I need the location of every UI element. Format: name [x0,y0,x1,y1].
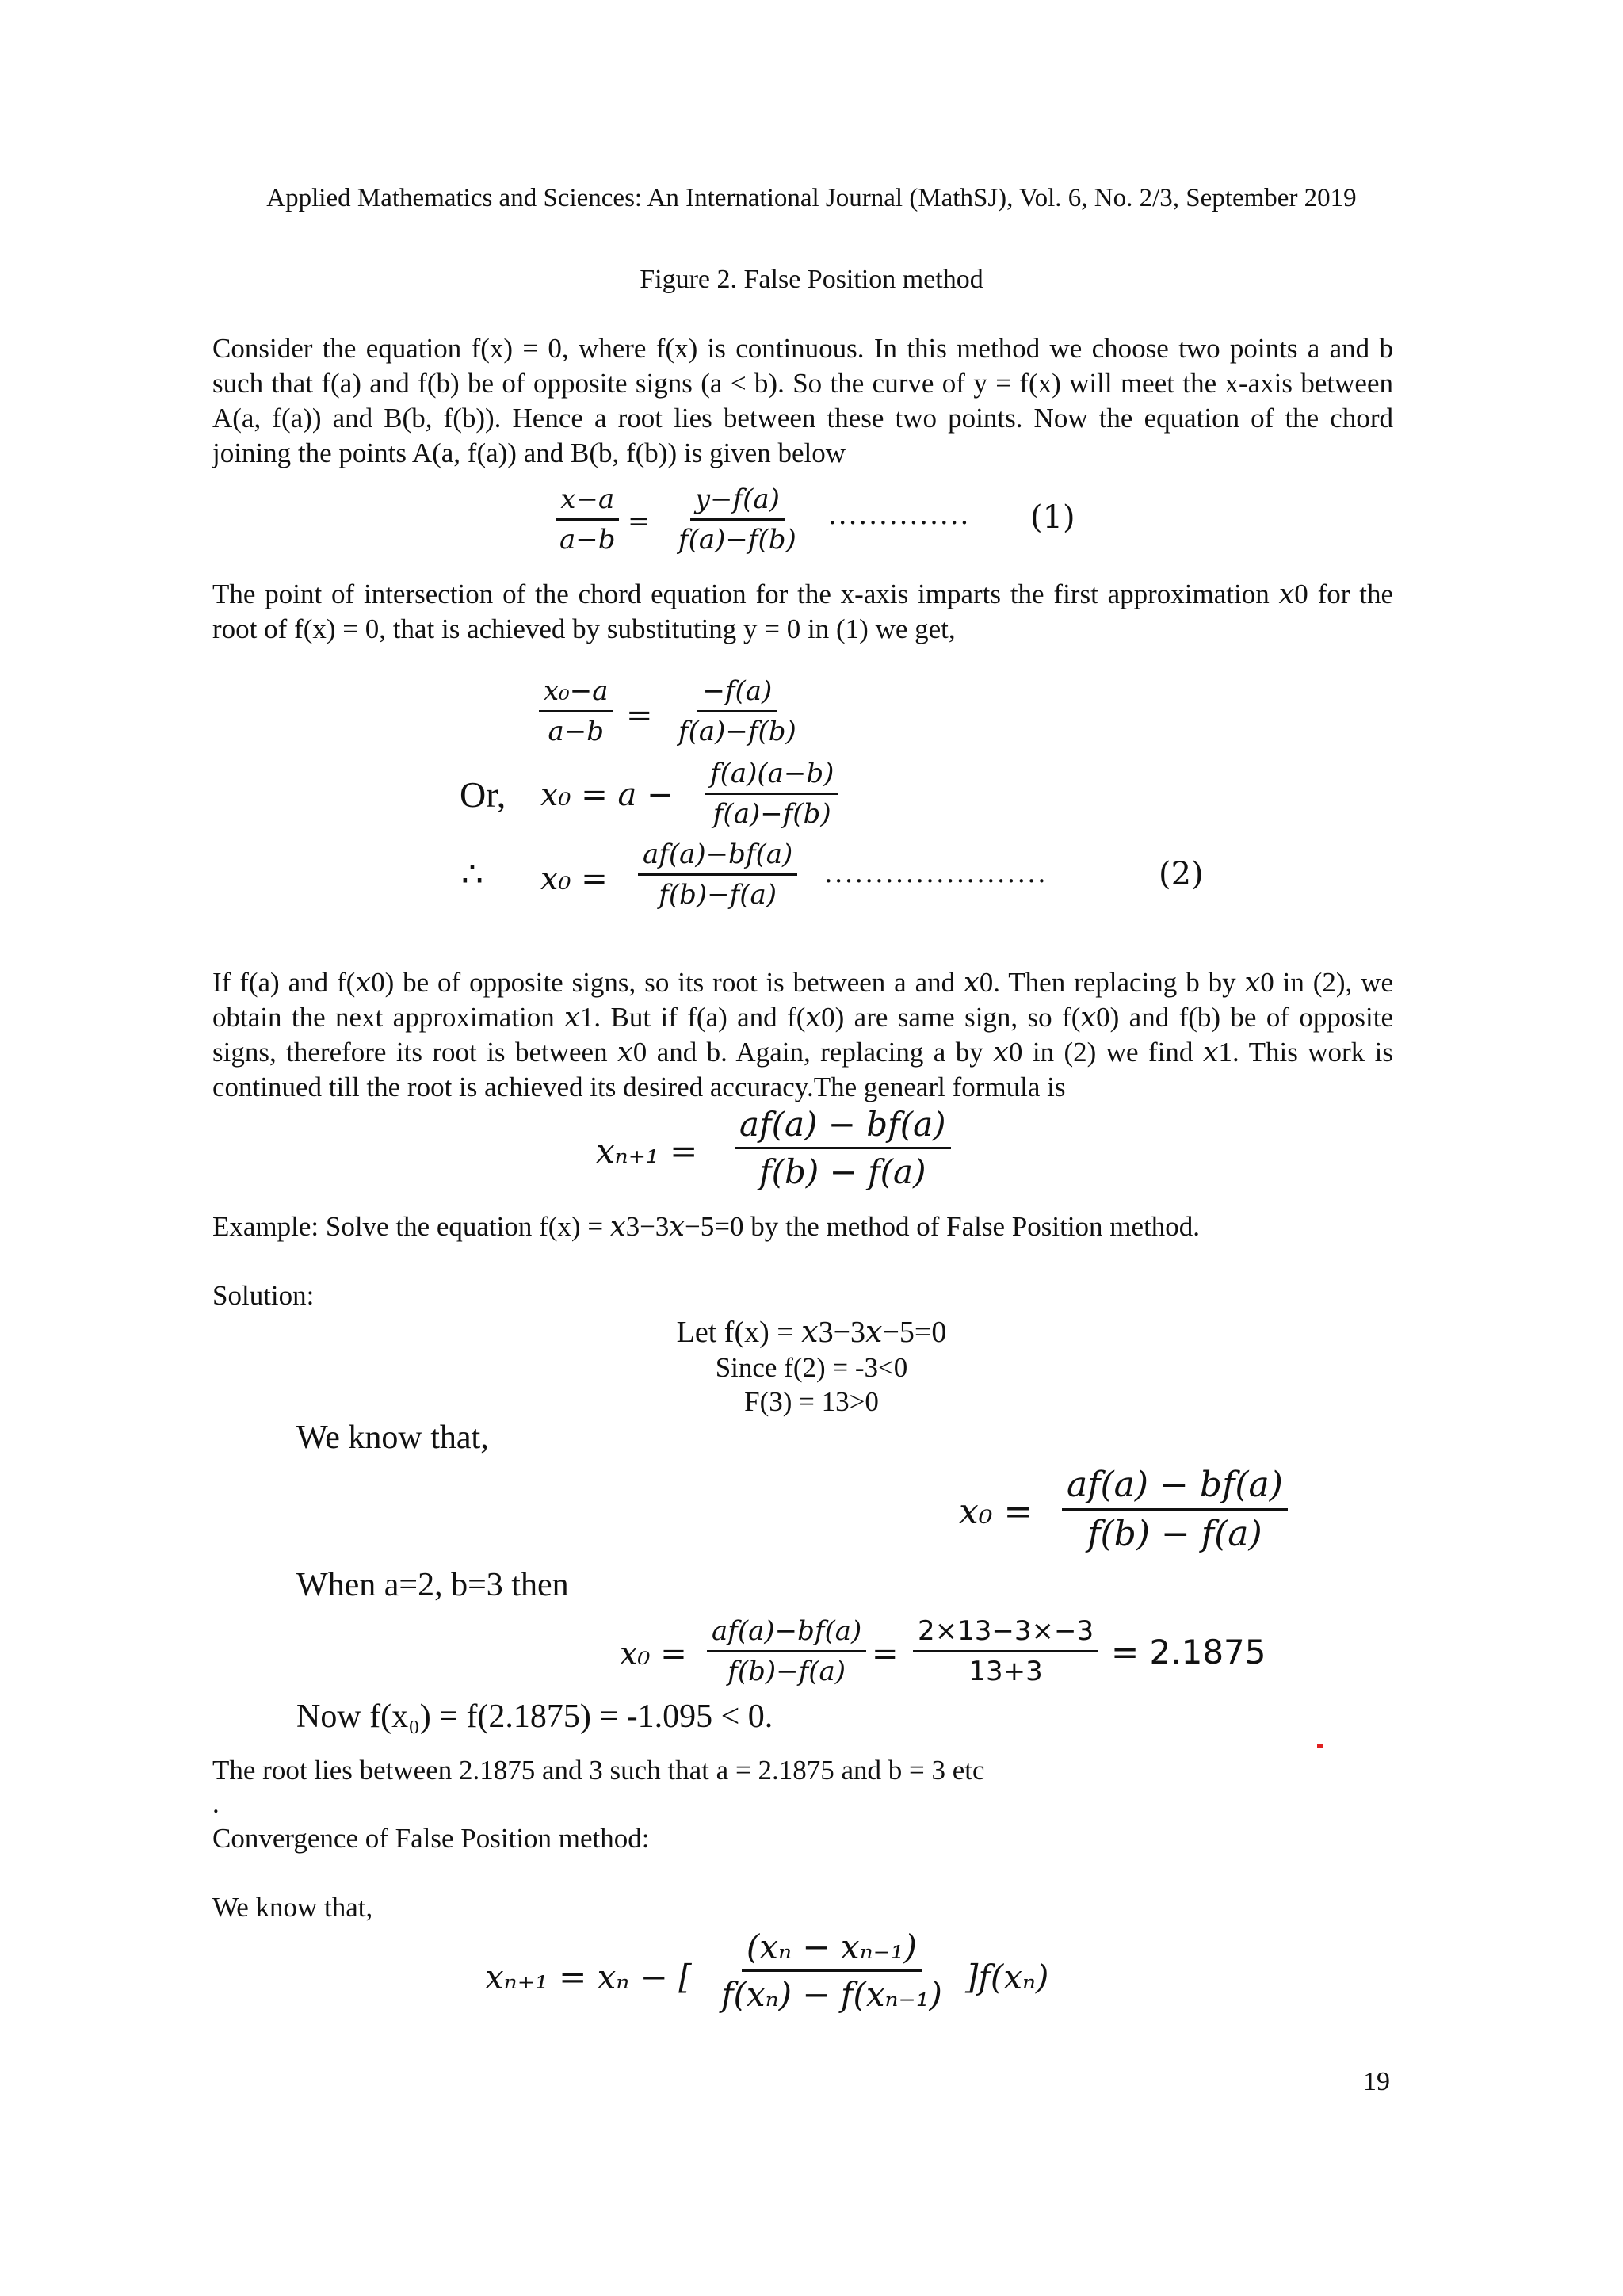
x0-formula-fraction [1062,1465,1288,1554]
solution-label: Solution: [212,1280,315,1311]
figure-caption: Figure 2. False Position method [640,265,983,294]
x0-calc-num1: af(a)−bf(a) [707,1615,866,1652]
we-know-line: We know that, [212,1892,373,1923]
since-f2: Since f(2) = -3<0 [715,1352,908,1383]
worked-example-screenshot [293,1419,1355,1744]
eq1-lhs-num: x−a [556,483,619,521]
x0-calc-num2: 2×13−3×−3 [913,1615,1098,1652]
eq2-row2-fraction [705,758,838,830]
x0-formula-num: af(a) − bf(a) [1062,1465,1288,1511]
x0-formula-den: f(b) − f(a) [1087,1514,1262,1554]
equation-1 [555,483,1109,571]
paragraph-approximation: The point of intersection of the chord equation for the x-axis imparts the first approximation 𝑥0 for the root of f(x) = 0, that is achieved by substituting y = 0 in (1) we get, [212,579,1393,644]
eq1-lhs-fraction [555,483,621,556]
convergence-formula-lhs: xₙ₊₁ = xₙ − [ [485,1958,692,1996]
eq1-label: (1) [1030,499,1075,536]
we-know-text: We know that, [296,1419,489,1456]
root-interval-line: The root lies between 2.1875 and 3 such that a = 2.1875 and b = 3 etc [212,1755,985,1786]
x0-calc-equals: = [872,1636,899,1672]
eq2-row1-rhs-den: f(a)−f(b) [678,716,796,747]
example-statement: Example: Solve the equation f(x) = 𝑥3−3𝑥−5=0 by the method of False Position method. [212,1211,1201,1242]
eq2-row3-fraction [638,839,797,911]
convergence-heading: Convergence of False Position method: [212,1823,650,1854]
convergence-formula-den: f(xₙ) − f(xₙ₋₁) [721,1975,942,2014]
eq2-row1-lhs-num: x₀−a [539,675,613,712]
eq1-rhs-num: y−f(a) [690,483,785,521]
let-equation: Let f(x) = 𝑥3−3𝑥−5=0 [676,1316,947,1349]
eq2-row3-lhs: x₀ = [540,861,608,897]
paragraph-iteration: If f(a) and f(𝑥0) be of opposite signs, so its root is between a and 𝑥0. Then replacing b by 𝑥0 in (2), we obtain the next approximation 𝑥1. But if f(a) and f(𝑥0) are same sign, so f(𝑥0) and f(b) be of opposite signs, therefore its root is between 𝑥0 and b. Again, replacing a by 𝑥0 in (2) we find 𝑥1. This work is continued till the root is achieved its desired accuracy.The genearl formula is [212,967,1393,1102]
when-a-b-text: When a=2, b=3 then [296,1567,569,1603]
therefore-symbol: ∴ [461,854,483,895]
journal-header: Applied Mathematics and Sciences: An International Journal (MathSJ), Vol. 6, No. 2/3, September 2019 [266,184,1357,212]
page-number: 19 [1363,2067,1390,2096]
x0-calc-den1: f(b)−f(a) [727,1656,846,1687]
convergence-formula-rhs: ]f(xₙ) [965,1958,1049,1996]
eq2-row1-rhs-num: −f(a) [697,675,777,712]
general-formula-lhs: xₙ₊₁ = [596,1132,698,1171]
x0-calc-den2: 13+3 [968,1656,1043,1687]
eq2-row1-lhs [539,675,613,747]
eq2-row3-den: f(b)−f(a) [659,879,777,911]
x0-calc-fraction-2 [913,1615,1098,1687]
x0-calc-result: = 2.1875 [1111,1633,1266,1671]
eq2-row1-lhs-den: a−b [548,716,605,747]
eq2-dots: ...................... [824,858,1048,889]
eq2-or-label: Or, [460,774,506,815]
f3-value: F(3) = 13>0 [744,1386,879,1417]
general-formula-fraction [735,1105,951,1191]
eq1-lhs-den: a−b [559,524,616,556]
x0-calc-fraction-1 [707,1615,866,1687]
eq1-rhs-fraction [674,483,801,556]
eq2-label: (2) [1159,856,1204,892]
general-formula-num: af(a) − bf(a) [735,1105,951,1149]
now-f-x0-text: Now f(x₀) = f(2.1875) = -1.095 < 0. [296,1698,773,1735]
x0-formula [959,1465,1292,1552]
x0-formula-lhs: x₀ = [959,1492,1033,1532]
convergence-formula-fraction [716,1927,947,2014]
eq2-row1-rhs [674,675,801,747]
convergence-formula-num: (xₙ − xₙ₋₁) [742,1927,922,1972]
convergence-formula [485,1927,1167,2030]
general-formula-den: f(b) − f(a) [759,1152,926,1191]
x0-calc-lhs: x₀ = [620,1636,687,1672]
eq1-dots: .............. [828,499,971,531]
stray-dot: . [212,1788,220,1819]
eq1-rhs-den: f(a)−f(b) [678,524,796,556]
x0-calculation [620,1615,1349,1702]
eq2-row3-num: af(a)−bf(a) [638,839,797,876]
paragraph-intro: Consider the equation f(x) = 0, where f(x) is continuous. In this method we choose two points a and b such that f(a) and f(b) be of opposite signs (a < b). So the curve of y = f(x) will meet the x-axis between A(a, f(a)) and B(b, f(b)). Hence a root lies between these two points. Now the equation of the chord joining the points A(a, f(a)) and B(b, f(b)) is given below [212,333,1393,468]
eq1-equals: = [628,506,651,537]
general-formula [596,1105,1040,1200]
eq2-row2-lhs: x₀ = a − [540,777,674,813]
equation-2 [452,675,1228,929]
eq2-row1-equals: = [626,697,653,734]
eq2-row2-num: f(a)(a−b) [705,758,838,795]
red-mark [1317,1744,1323,1748]
eq2-row2-den: f(a)−f(b) [712,798,831,830]
